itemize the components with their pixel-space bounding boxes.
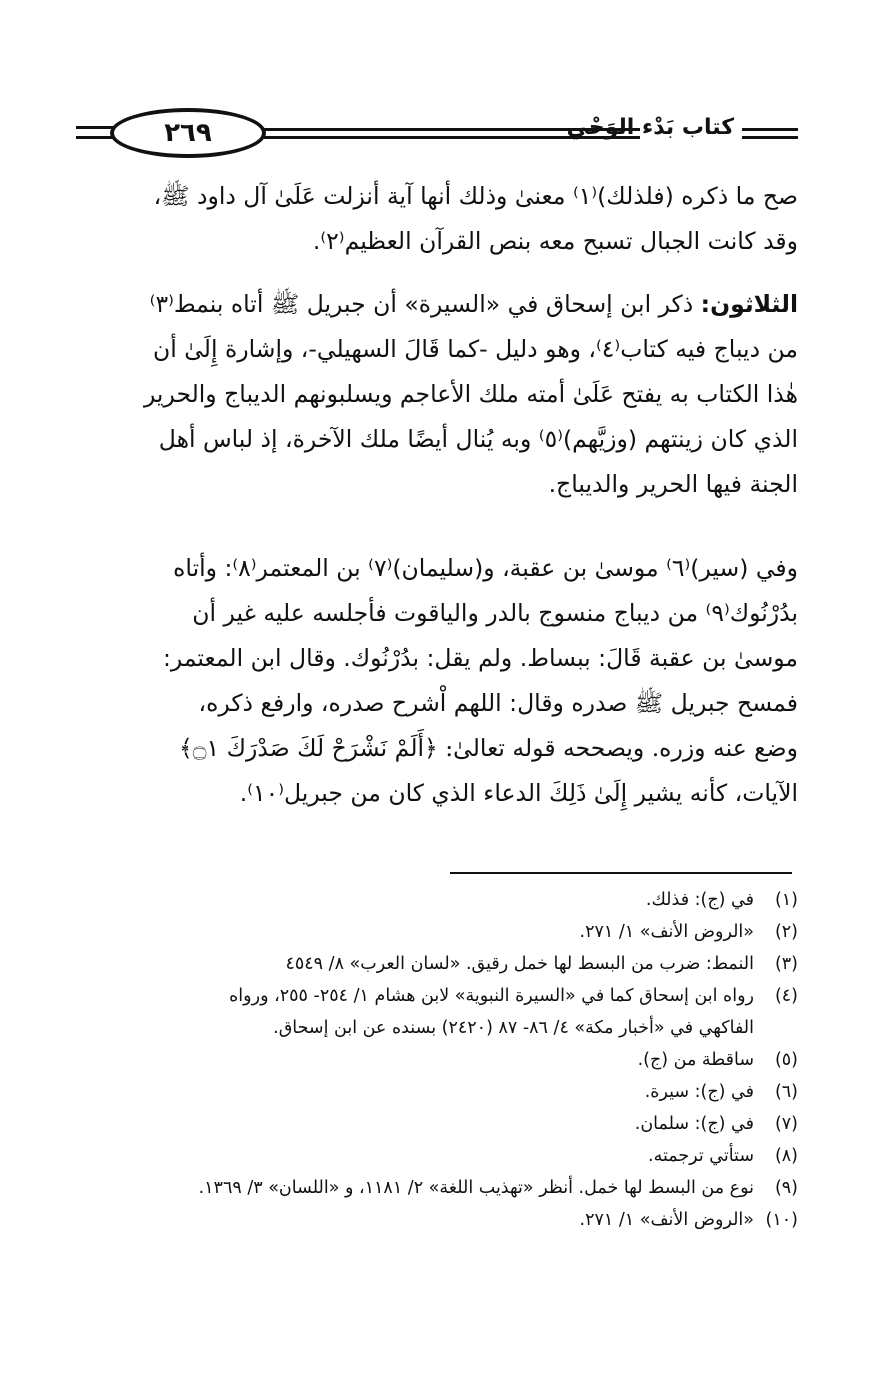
footnote-text: نوع من البسط لها خمل. أنظر «تهذيب اللغة» ٢/ ١١٨١، و «اللسان» ٣/ ١٣٦٩.	[198, 1178, 754, 1198]
text-line: صح ما ذكره (فلذلك)⁽١⁾ معنىٰ وذلك أنها آية أنزلت عَلَىٰ آل داود ﷺ،	[153, 182, 798, 210]
text-line: الذي كان زينتهم (وزيَّهم)⁽٥⁾ وبه يُنال أيضًا ملك الآخرة، إذ لباس أهل	[158, 425, 798, 453]
running-title: كتاب بَدْء الوَحْي	[566, 115, 734, 140]
text-line: وقد كانت الجبال تسبح معه بنص القرآن العظيم⁽٢⁾.	[312, 227, 798, 255]
footnote-text: في (ج): فذلك.	[645, 890, 754, 910]
footnote-text: في (ج): سلمان.	[634, 1114, 754, 1134]
footnote-number: (٩)	[774, 1178, 798, 1198]
text-line: موسىٰ بن عقبة قَالَ: ببساط. ولم يقل: بدُرْنُوك. وقال ابن المعتمر:	[162, 644, 798, 672]
footnote-number: (٨)	[774, 1146, 798, 1166]
footnote-7	[76, 1108, 798, 1140]
text-line-quran: وضع عنه وزره. ويصححه قوله تعالىٰ: ﴿أَلَمْ نَشْرَحْ لَكَ صَدْرَكَ ۝١﴾	[179, 734, 798, 762]
footnote-number: (٢)	[774, 922, 798, 942]
footnote-8	[76, 1140, 798, 1172]
footnote-text: رواه ابن إسحاق كما في «السيرة النبوية» لابن هشام ١/ ٢٥٤- ٢٥٥، ورواه	[229, 986, 754, 1006]
footnote-number: (٧)	[774, 1114, 798, 1134]
footnote-text: النمط: ضرب من البسط لها خمل رقيق. «لسان العرب» ٨/ ٤٥٤٩	[285, 954, 754, 974]
page-header	[76, 106, 798, 160]
footnote-10	[76, 1204, 798, 1236]
text-line-lead	[76, 282, 798, 327]
footnote-4-continuation: الفاكهي في «أخبار مكة» ٤/ ٨٦- ٨٧ (٢٤٢٠) بسنده عن ابن إسحاق.	[273, 1018, 754, 1038]
paragraph-1	[76, 174, 798, 264]
footnote-separator	[450, 872, 792, 874]
text-line: هٰذا الكتاب به يفتح عَلَىٰ أمته ملك الأعاجم ويسلبونهم الديباج والحرير	[143, 380, 798, 408]
paragraph-3	[76, 546, 798, 816]
footnote-text: ساقطة من (ج).	[637, 1050, 754, 1070]
header-rule-end-bottom	[742, 136, 798, 139]
paragraph-2	[76, 282, 798, 507]
footnotes	[76, 884, 798, 1236]
text-line: وفي (سير)⁽٦⁾ موسىٰ بن عقبة، و(سليمان)⁽٧⁾ بن المعتمر⁽٨⁾: وأتاه	[173, 554, 798, 582]
footnote-6	[76, 1076, 798, 1108]
footnote-number: (٣)	[774, 954, 798, 974]
text-line: الآيات، كأنه يشير إِلَىٰ ذَلِكَ الدعاء الذي كان من جبريل⁽١٠⁾.	[239, 779, 798, 807]
text-line: فمسح جبريل ﷺ صدره وقال: اللهم اْشرح صدره، وارفع ذكره،	[198, 689, 798, 717]
footnote-3	[76, 948, 798, 980]
footnote-number: (٦)	[774, 1082, 798, 1102]
footnote-5	[76, 1044, 798, 1076]
footnote-text: ستأتي ترجمته.	[648, 1146, 754, 1166]
footnote-number: (١)	[774, 890, 798, 910]
footnote-2	[76, 916, 798, 948]
footnote-9	[76, 1172, 798, 1204]
text-line: من ديباج فيه كتاب⁽٤⁾، وهو دليل -كما قَالَ السهيلي-، وإشارة إِلَىٰ أن	[152, 335, 798, 363]
footnote-number: (٥)	[774, 1050, 798, 1070]
footnote-1	[76, 884, 798, 916]
text-line: الجنة فيها الحرير والديباج.	[548, 470, 798, 498]
footnote-4	[76, 980, 798, 1012]
section-lead: الثلاثون:	[700, 290, 798, 318]
footnote-number: (١٠)	[765, 1210, 798, 1230]
footnote-text: «الروض الأنف» ١/ ٢٧١.	[579, 922, 754, 942]
text-run: ذكر ابن إسحاق في «السيرة» أن جبريل ﷺ أتاه بنمط⁽٣⁾	[149, 290, 701, 318]
header-rule-end-top	[742, 128, 798, 131]
footnote-text: «الروض الأنف» ١/ ٢٧١.	[579, 1210, 754, 1230]
footnote-number: (٤)	[774, 986, 798, 1006]
footnote-text: في (ج): سيرة.	[644, 1082, 754, 1102]
text-line: بدُرْنُوك⁽٩⁾ من ديباج منسوج بالدر والياقوت فأجلسه عليه غير أن	[192, 599, 798, 627]
page-number: ٢٦٩	[164, 118, 212, 148]
page-number-badge	[110, 108, 266, 158]
